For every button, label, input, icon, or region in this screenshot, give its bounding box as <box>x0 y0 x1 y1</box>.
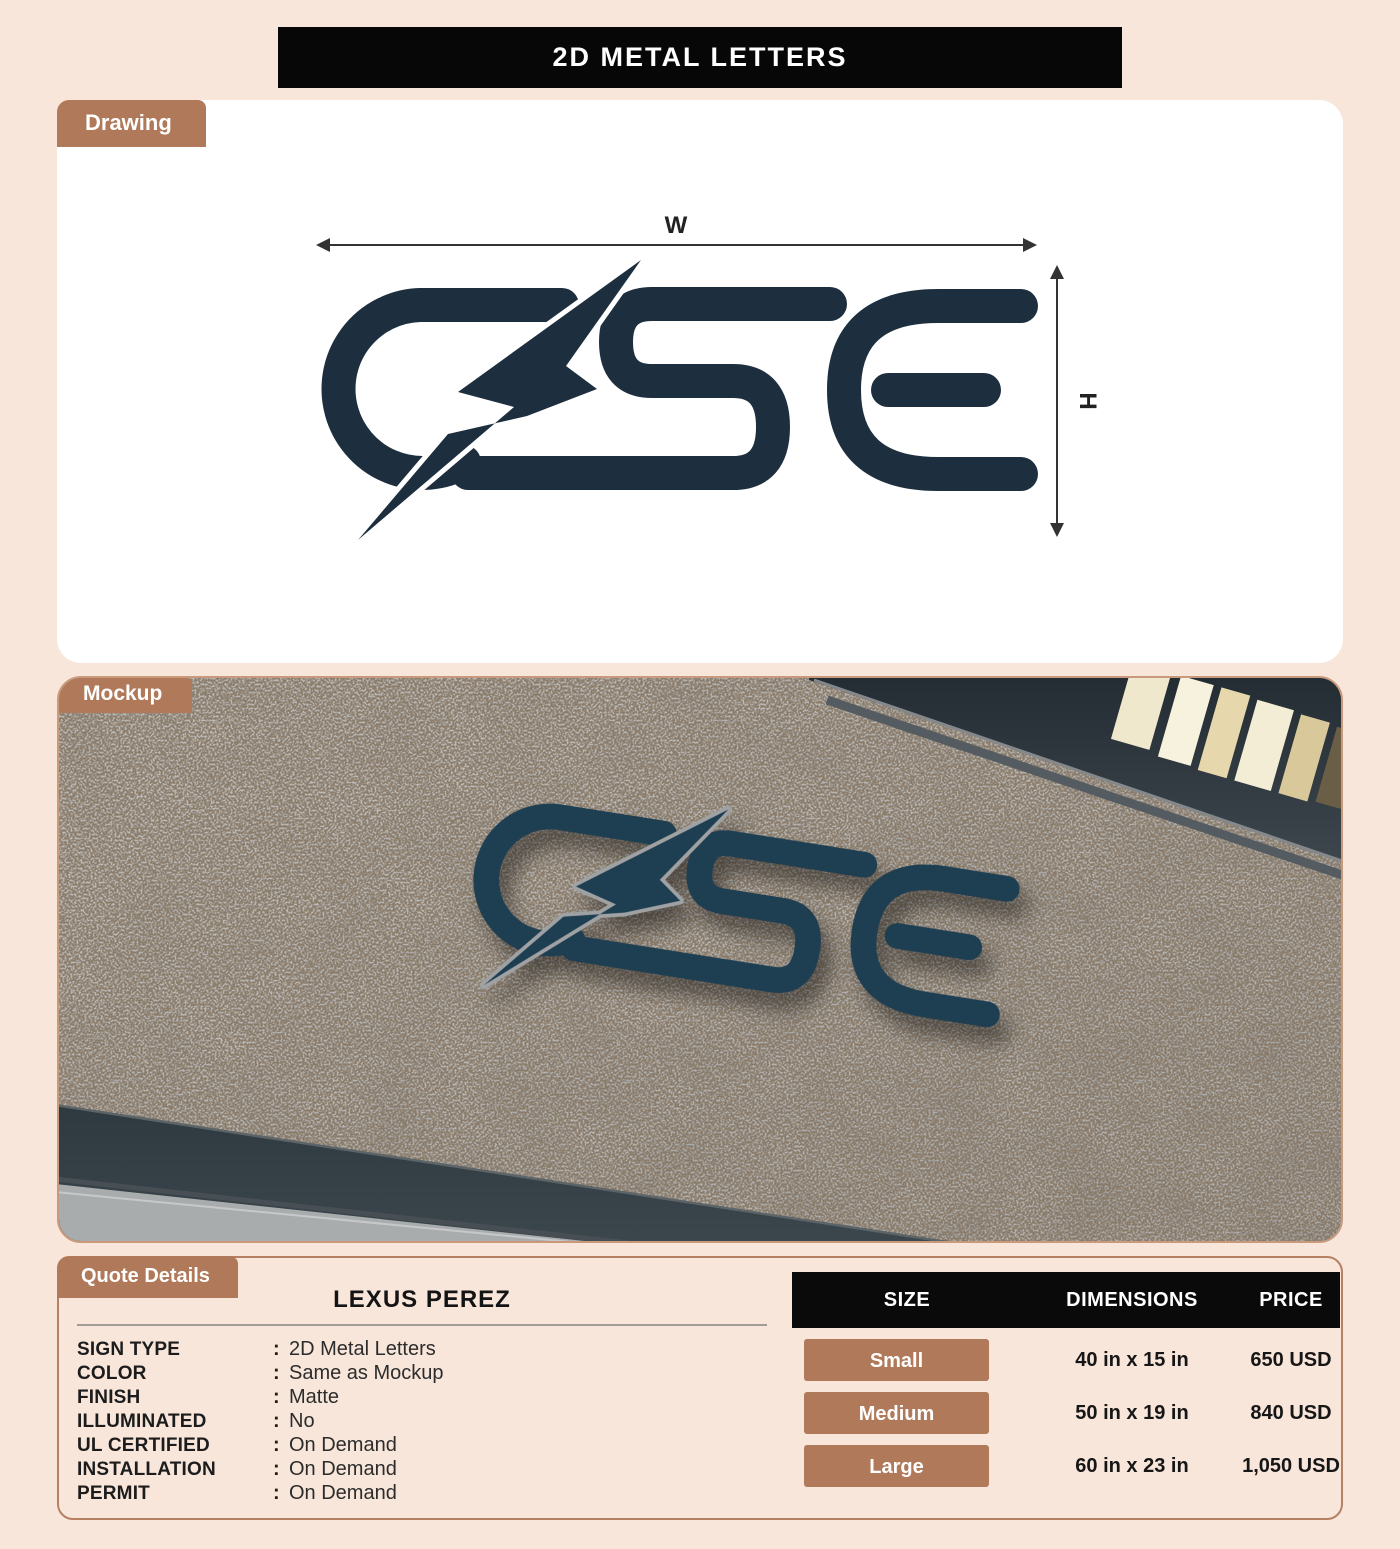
size-chip-medium[interactable]: Medium <box>804 1392 989 1434</box>
detail-value: 2D Metal Letters <box>289 1338 436 1360</box>
detail-label: COLOR <box>77 1363 147 1384</box>
price-cell: 840 USD <box>1250 1401 1332 1424</box>
width-dimension-arrow <box>316 212 1037 252</box>
detail-separator: : <box>273 1338 280 1360</box>
table-row <box>792 1339 1340 1381</box>
tab-mockup[interactable]: Mockup <box>57 676 192 713</box>
height-dimension-arrow <box>1050 265 1101 537</box>
detail-value: Matte <box>289 1386 340 1408</box>
detail-label: FINISH <box>77 1387 141 1408</box>
detail-label: INSTALLATION <box>77 1459 216 1480</box>
detail-separator: : <box>273 1386 280 1408</box>
table-row <box>792 1392 1340 1434</box>
building-band-bottom <box>57 1105 962 1243</box>
table-row <box>792 1445 1340 1487</box>
size-chip-small[interactable]: Small <box>804 1339 989 1381</box>
price-cell: 1,050 USD <box>1242 1454 1340 1477</box>
page-title: 2D METAL LETTERS <box>278 27 1122 88</box>
price-cell: 650 USD <box>1250 1348 1332 1371</box>
detail-value: No <box>289 1410 315 1432</box>
width-label: W <box>664 212 688 239</box>
quote-details-panel <box>57 1256 1343 1520</box>
drawing-canvas <box>57 100 1343 663</box>
header-price: PRICE <box>1259 1288 1323 1311</box>
detail-separator: : <box>273 1482 280 1504</box>
detail-label: UL CERTIFIED <box>77 1435 210 1456</box>
detail-separator: : <box>273 1434 280 1456</box>
drawing-panel <box>57 100 1343 663</box>
detail-label: ILLUMINATED <box>77 1411 207 1432</box>
customer-name-divider <box>77 1324 767 1326</box>
detail-value: On Demand <box>289 1458 397 1480</box>
detail-separator: : <box>273 1458 280 1480</box>
detail-value: On Demand <box>289 1434 397 1456</box>
detail-value: Same as Mockup <box>289 1362 444 1384</box>
customer-name: LEXUS PEREZ <box>333 1286 511 1313</box>
header-dimensions: DIMENSIONS <box>1066 1288 1198 1311</box>
quote-detail-list <box>77 1338 767 1505</box>
cse-logo-drawing <box>339 260 1021 540</box>
dimensions-cell: 40 in x 15 in <box>1075 1348 1189 1371</box>
detail-value: On Demand <box>289 1482 397 1504</box>
size-chip-large[interactable]: Large <box>804 1445 989 1487</box>
detail-label: SIGN TYPE <box>77 1339 181 1360</box>
dimensions-cell: 50 in x 19 in <box>1075 1401 1189 1424</box>
detail-separator: : <box>273 1362 280 1384</box>
tab-quote-details[interactable]: Quote Details <box>57 1256 238 1298</box>
mockup-panel <box>57 676 1343 1243</box>
detail-label: PERMIT <box>77 1483 150 1504</box>
tab-drawing[interactable]: Drawing <box>57 100 206 147</box>
price-table-header <box>792 1272 1340 1328</box>
height-label: H <box>1074 392 1101 410</box>
detail-separator: : <box>273 1410 280 1432</box>
price-table <box>792 1272 1340 1487</box>
header-size: SIZE <box>883 1288 931 1311</box>
dimensions-cell: 60 in x 23 in <box>1075 1454 1189 1477</box>
